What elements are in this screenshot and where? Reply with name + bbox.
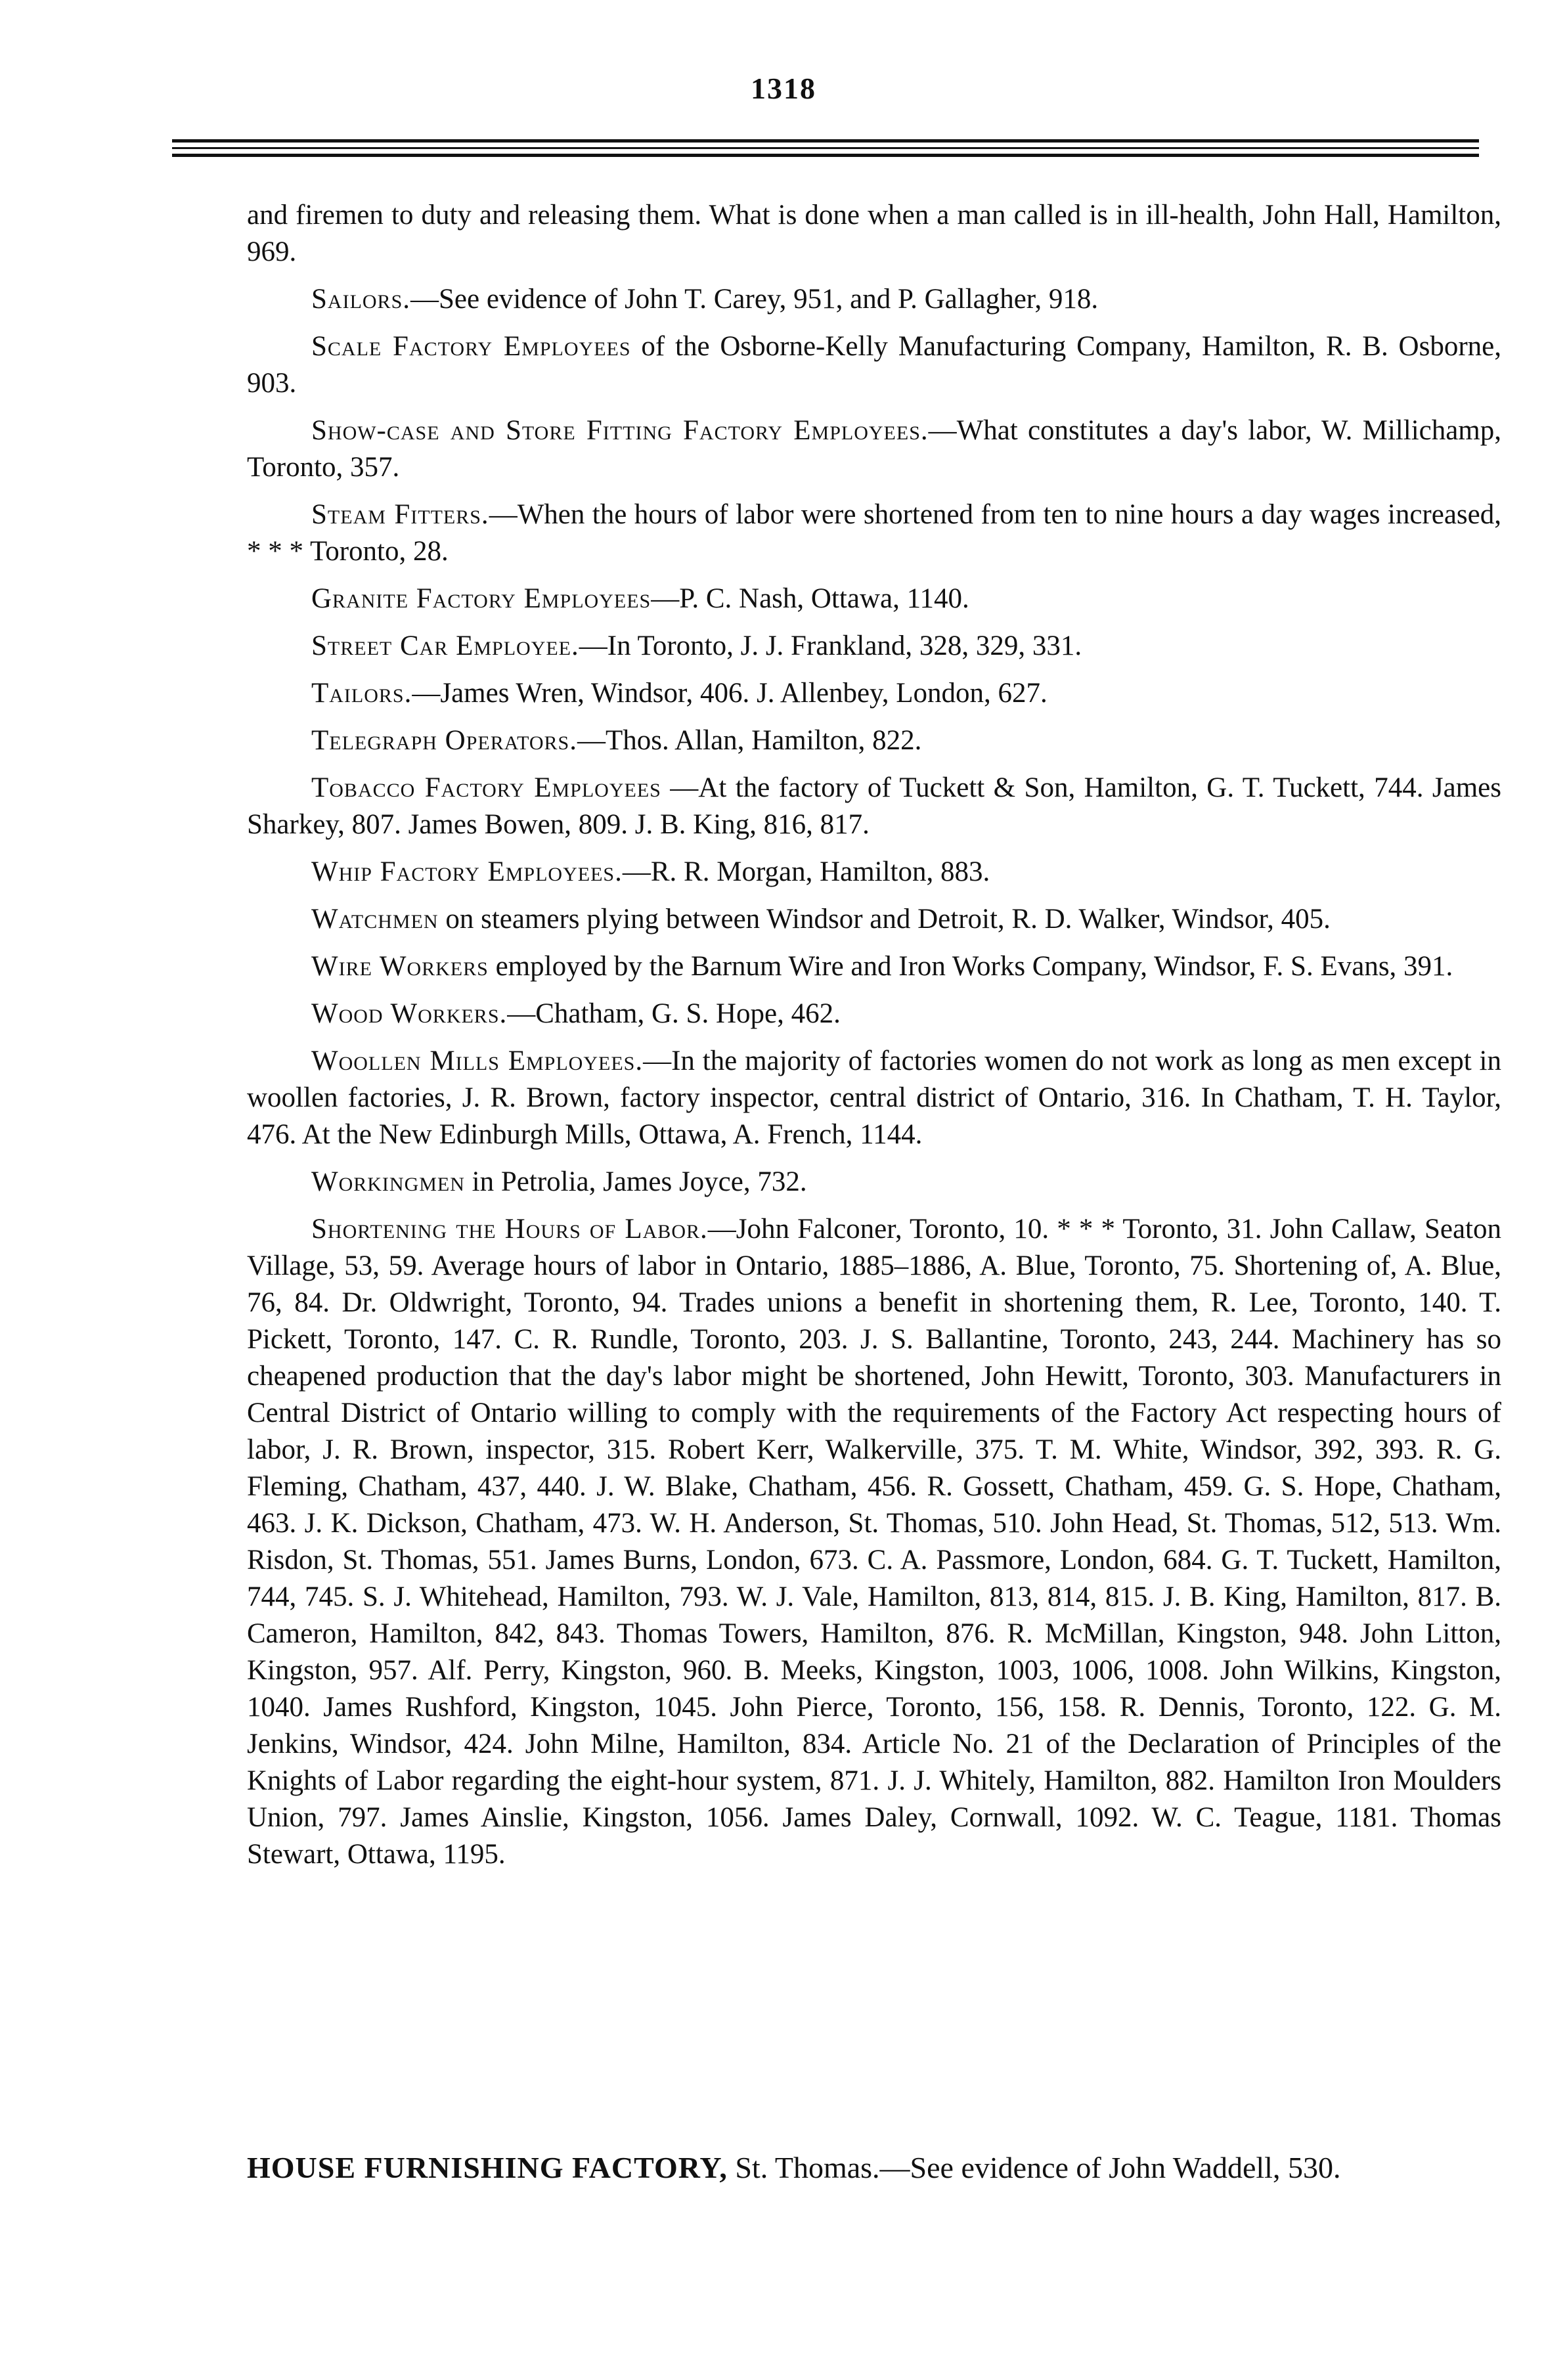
index-entry-woollen-mills: Woollen Mills Employees.—In the majority of factories women do not work as long as men except in woollen factories, J. R. Brown, factory inspector, central district of Ontario, 316. In Chatham, T. H. Taylor, 476. At the New Edinburgh Mills, Ottawa, A. French, 1144. — [247, 1046, 1502, 1150]
page-number: 1318 — [751, 72, 816, 105]
section-house-furnishing — [247, 2148, 1501, 2188]
header-rule-top — [172, 139, 1479, 143]
index-entry-tailors: Tailors.—James Wren, Windsor, 406. J. Allenbey, London, 627. — [311, 678, 1048, 709]
index-entry-whip-factory: Whip Factory Employees.—R. R. Morgan, Hamilton, 883. — [311, 856, 990, 887]
index-entry-steam-fitters: Steam Fitters.—When the hours of labor were shortened from ten to nine hours a day wages increased, * * * Toronto, 28. — [247, 499, 1501, 567]
index-entry-tobacco: Tobacco Factory Employees —At the factory of Tuckett & Son, Hamilton, G. T. Tuckett, 744. James Sharkey, 807. James Bowen, 809. J. B. King, 816, 817. — [247, 772, 1502, 840]
index-entry-telegraph: Telegraph Operators.—Thos. Allan, Hamilton, 822. — [311, 725, 922, 756]
index-entry-shortening-hours: Shortening the Hours of Labor.—John Falconer, Toronto, 10. * * * Toronto, 31. John Callaw, Seaton Village, 53, 59. Average hours of labor in Ontario, 1885–1886, A. Blue, Toronto, 75. Shortening of, A. Blue, 76, 84. Dr. Oldwright, Toronto, 94. Trades unions a benefit in shortening them, R. Lee, Toronto, 140. T. Pickett, Toronto, 147. C. R. Rundle, Toronto, 203. J. S. Ballantine, Toronto, 243, 244. Machinery has so cheapened production that the day's labor might be shortened, John Hewitt, Toronto, 303. Manufacturers in Central District of Ontario willing to comply with the requirements of the Factory Act respecting hours of labor, J. R. Brown, inspector, 315. Robert Kerr, Walkerville, 375. T. M. White, Windsor, 392, 393. R. G. Fleming, Chatham, 437, 440. J. W. Blake, Chatham, 456. R. Gossett, Chatham, 459. G. S. Hope, Chatham, 463. J. K. Dickson, Chatham, 473. W. H. Anderson, St. Thomas, 510. John Head, St. Thomas, 512, 513. Wm. Risdon, St. Thomas, 551. James Burns, London, 673. C. A. Passmore, London, 684. G. T. Tuckett, Hamilton, 744, 745. S. J. Whitehead, Hamilton, 793. W. J. Vale, Hamilton, 813, 814, 815. J. B. King, Hamilton, 817. B. Cameron, Hamilton, 842, 843. Thomas Towers, Hamilton, 876. R. McMillan, Kingston, 948. John Litton, Kingston, 957. Alf. Perry, Kingston, 960. B. Meeks, Kingston, 1003, 1006, 1008. John Wilkins, Kingston, 1040. James Rushford, Kingston, 1045. John Pierce, Toronto, 156, 158. R. Dennis, Toronto, 122. G. M. Jenkins, Windsor, 424. John Milne, Hamilton, 834. Article No. 21 of the Declaration of Principles of the Knights of Labor regarding the eight-hour system, 871. J. J. Whitely, Hamilton, 882. Hamilton Iron Moulders Union, 797. James Ainslie, Kingston, 1056. James Daley, Cornwall, 1092. W. C. Teague, 1181. Thomas Stewart, Ottawa, 1195. — [247, 1214, 1501, 1870]
header-rule-bottom — [172, 154, 1479, 157]
index-entry-show-case: Show-case and Store Fitting Factory Employees.—What constitutes a day's labor, W. Millichamp, Toronto, 357. — [247, 415, 1502, 483]
index-entry-street-car: Street Car Employee.—In Toronto, J. J. Frankland, 328, 329, 331. — [311, 630, 1082, 661]
index-entry-wire-workers: Wire Workers employed by the Barnum Wire and Iron Works Company, Windsor, F. S. Evans, 391. — [311, 951, 1453, 982]
index-entry-sailors: Sailors.—See evidence of John T. Carey, 951, and P. Gallagher, 918. — [311, 284, 1099, 315]
index-entry-watchmen: Watchmen on steamers plying between Windsor and Detroit, R. D. Walker, Windsor, 405. — [311, 904, 1331, 935]
index-entry-continuation: and firemen to duty and releasing them. What is done when a man called is in ill-health, John Hall, Hamilton, 969. — [247, 200, 1501, 267]
index-entry-scale-factory: Scale Factory Employees of the Osborne-Kelly Manufacturing Company, Hamilton, R. B. Osborne, 903. — [247, 331, 1501, 399]
header-rule-middle — [172, 147, 1479, 149]
section-heading: HOUSE FURNISHING FACTORY, — [247, 2151, 728, 2184]
index-entry-workingmen: Workingmen in Petrolia, James Joyce, 732. — [311, 1166, 807, 1197]
section-text: St. Thomas.—See evidence of John Waddell, 530. — [727, 2151, 1341, 2184]
index-entry-granite-factory: Granite Factory Employees—P. C. Nash, Ottawa, 1140. — [311, 583, 969, 614]
index-entry-wood-workers: Wood Workers.—Chatham, G. S. Hope, 462. — [311, 998, 841, 1029]
index-entries — [247, 197, 1501, 1884]
